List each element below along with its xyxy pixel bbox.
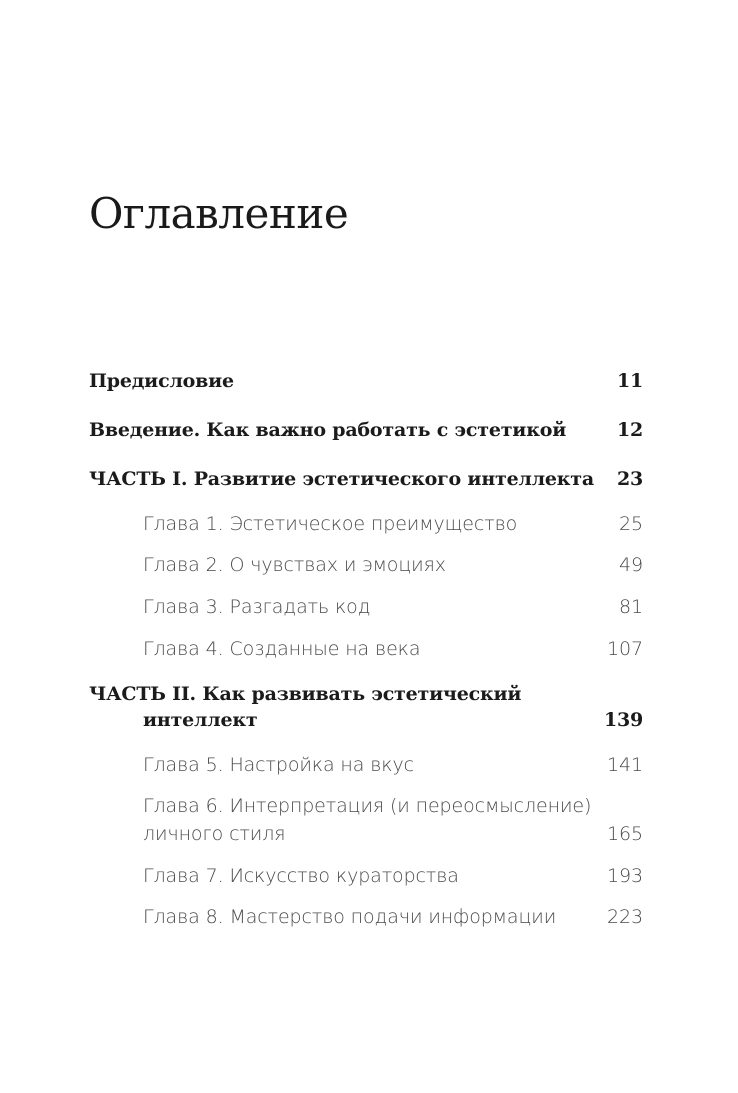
toc-entry-label	[89, 681, 521, 733]
toc-entry-page: 165	[607, 823, 643, 845]
toc-entry-page: 193	[607, 865, 643, 887]
toc-entry-label-line-1: Глава 6. Интерпретация (и переосмысление)	[143, 795, 592, 817]
toc-entry-label: Глава 5. Настройка на вкус	[143, 754, 414, 776]
toc-entry-page: 11	[616, 370, 643, 392]
toc-entry-label-line-2: интеллект	[143, 709, 258, 731]
toc-entry-page: 141	[607, 754, 643, 776]
toc-entry-label: Глава 7. Искусство кураторства	[143, 865, 459, 887]
toc-entry-page: 12	[616, 419, 643, 441]
toc-entry-label: Глава 2. О чувствах и эмоциях	[143, 554, 446, 576]
toc-entry-label: Введение. Как важно работать с эстетикой	[89, 419, 567, 441]
toc-entry-page: 49	[619, 554, 643, 576]
page-title: Оглавление	[89, 189, 349, 238]
toc-entry-page: 223	[607, 906, 643, 928]
toc-entry-label: Глава 4. Созданные на века	[143, 638, 421, 660]
toc-entry-label: Глава 3. Разгадать код	[143, 596, 371, 618]
toc-entry-label	[143, 792, 591, 848]
toc-entry-page: 139	[603, 709, 643, 731]
toc-entry-label-line-2: личного стиля	[143, 823, 286, 845]
toc-entry-page: 81	[619, 596, 643, 618]
toc-entry-label: Глава 1. Эстетическое преимущество	[143, 513, 518, 535]
toc-entry-label: ЧАСТЬ I. Развитие эстетического интеллекта	[89, 468, 594, 490]
toc-entry-page: 107	[607, 638, 643, 660]
toc-entry-label: Предисловие	[89, 370, 234, 392]
toc-entry-page: 23	[616, 468, 643, 490]
toc-entry-label: Глава 8. Мастерство подачи информации	[143, 906, 557, 928]
toc-entry-page: 25	[619, 513, 643, 535]
toc-entry-label-line-1: ЧАСТЬ II. Как развивать эстетический	[89, 683, 522, 705]
